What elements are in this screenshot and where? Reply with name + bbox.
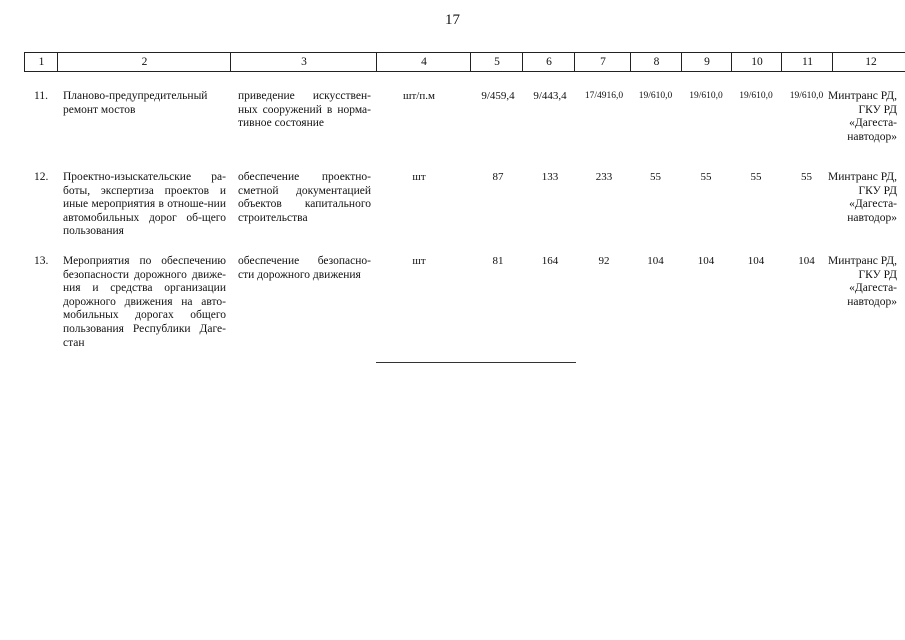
row-number: 11.: [34, 90, 48, 102]
row-value-7: 233: [595, 171, 613, 183]
header-col-10: 10: [731, 53, 782, 71]
row-value-11: 55: [801, 171, 812, 183]
row-value-7: 17/4916,0: [584, 91, 624, 101]
row-number: 13.: [34, 255, 49, 267]
row-executor: Минтранс РД, ГКУ РД «Дагеста-навтодор»: [828, 255, 897, 308]
row-value-10: 104: [747, 255, 765, 267]
row-expected-result: обеспечение проектно-сметной документацией объектов капитального строительства: [238, 171, 371, 224]
header-col-9: 9: [681, 53, 732, 71]
row-value-6: 9/443,4: [533, 90, 567, 102]
end-divider-line: [376, 362, 576, 363]
row-value-10: 55: [750, 171, 762, 183]
row-number: 12.: [34, 171, 49, 183]
row-expected-result: обеспечение безопасно-сти дорожного движения: [238, 255, 371, 281]
row-unit: шт/п.м: [403, 90, 435, 102]
row-value-8: 19/610,0: [638, 91, 673, 101]
header-col-7: 7: [574, 53, 631, 71]
row-value-5: 87: [492, 171, 504, 183]
header-col-3: 3: [230, 53, 377, 71]
row-expected-result: приведение искусствен-ных сооружений в норма-тивное состояние: [238, 90, 371, 130]
row-activity-name: Проектно-изыскательские ра-боты, экспертиза проектов и иные мероприятия в отноше-нии автомобильных дорог об-щего пользования: [63, 171, 226, 238]
row-value-5: 9/459,4: [481, 90, 515, 102]
header-col-1: 1: [24, 53, 58, 71]
row-unit: шт: [412, 255, 426, 267]
header-col-6: 6: [522, 53, 575, 71]
row-value-9: 55: [700, 171, 712, 183]
row-value-6: 133: [541, 171, 559, 183]
row-value-8: 104: [647, 255, 664, 267]
row-value-9: 19/610,0: [689, 91, 723, 101]
row-executor: Минтранс РД, ГКУ РД «Дагеста-навтодор»: [828, 90, 897, 143]
header-col-12: 12: [832, 53, 905, 71]
table-header-row: [24, 52, 905, 72]
row-value-8: 55: [650, 171, 661, 183]
header-col-5: 5: [470, 53, 523, 71]
row-executor: Минтранс РД, ГКУ РД «Дагеста-навтодор»: [828, 171, 897, 224]
row-value-7: 92: [598, 255, 610, 267]
row-activity-name: Планово-предупредительный ремонт мостов: [63, 90, 208, 116]
header-col-11: 11: [781, 53, 833, 71]
row-unit: шт: [412, 171, 426, 183]
row-value-6: 164: [541, 255, 559, 267]
row-activity-name: Мероприятия по обеспечению безопасности дорожного движе-ния и средства организации дорожного движения на авто-мобильных дорогах общего пользования Республики Даге-стан: [63, 255, 226, 349]
page-number: 17: [445, 12, 460, 28]
row-value-11: 104: [798, 255, 815, 267]
row-value-11: 19/610,0: [789, 91, 824, 101]
row-value-9: 104: [697, 255, 715, 267]
header-col-8: 8: [630, 53, 682, 71]
header-col-2: 2: [57, 53, 231, 71]
row-value-5: 81: [492, 255, 504, 267]
row-value-10: 19/610,0: [739, 91, 773, 101]
header-col-4: 4: [376, 53, 471, 71]
